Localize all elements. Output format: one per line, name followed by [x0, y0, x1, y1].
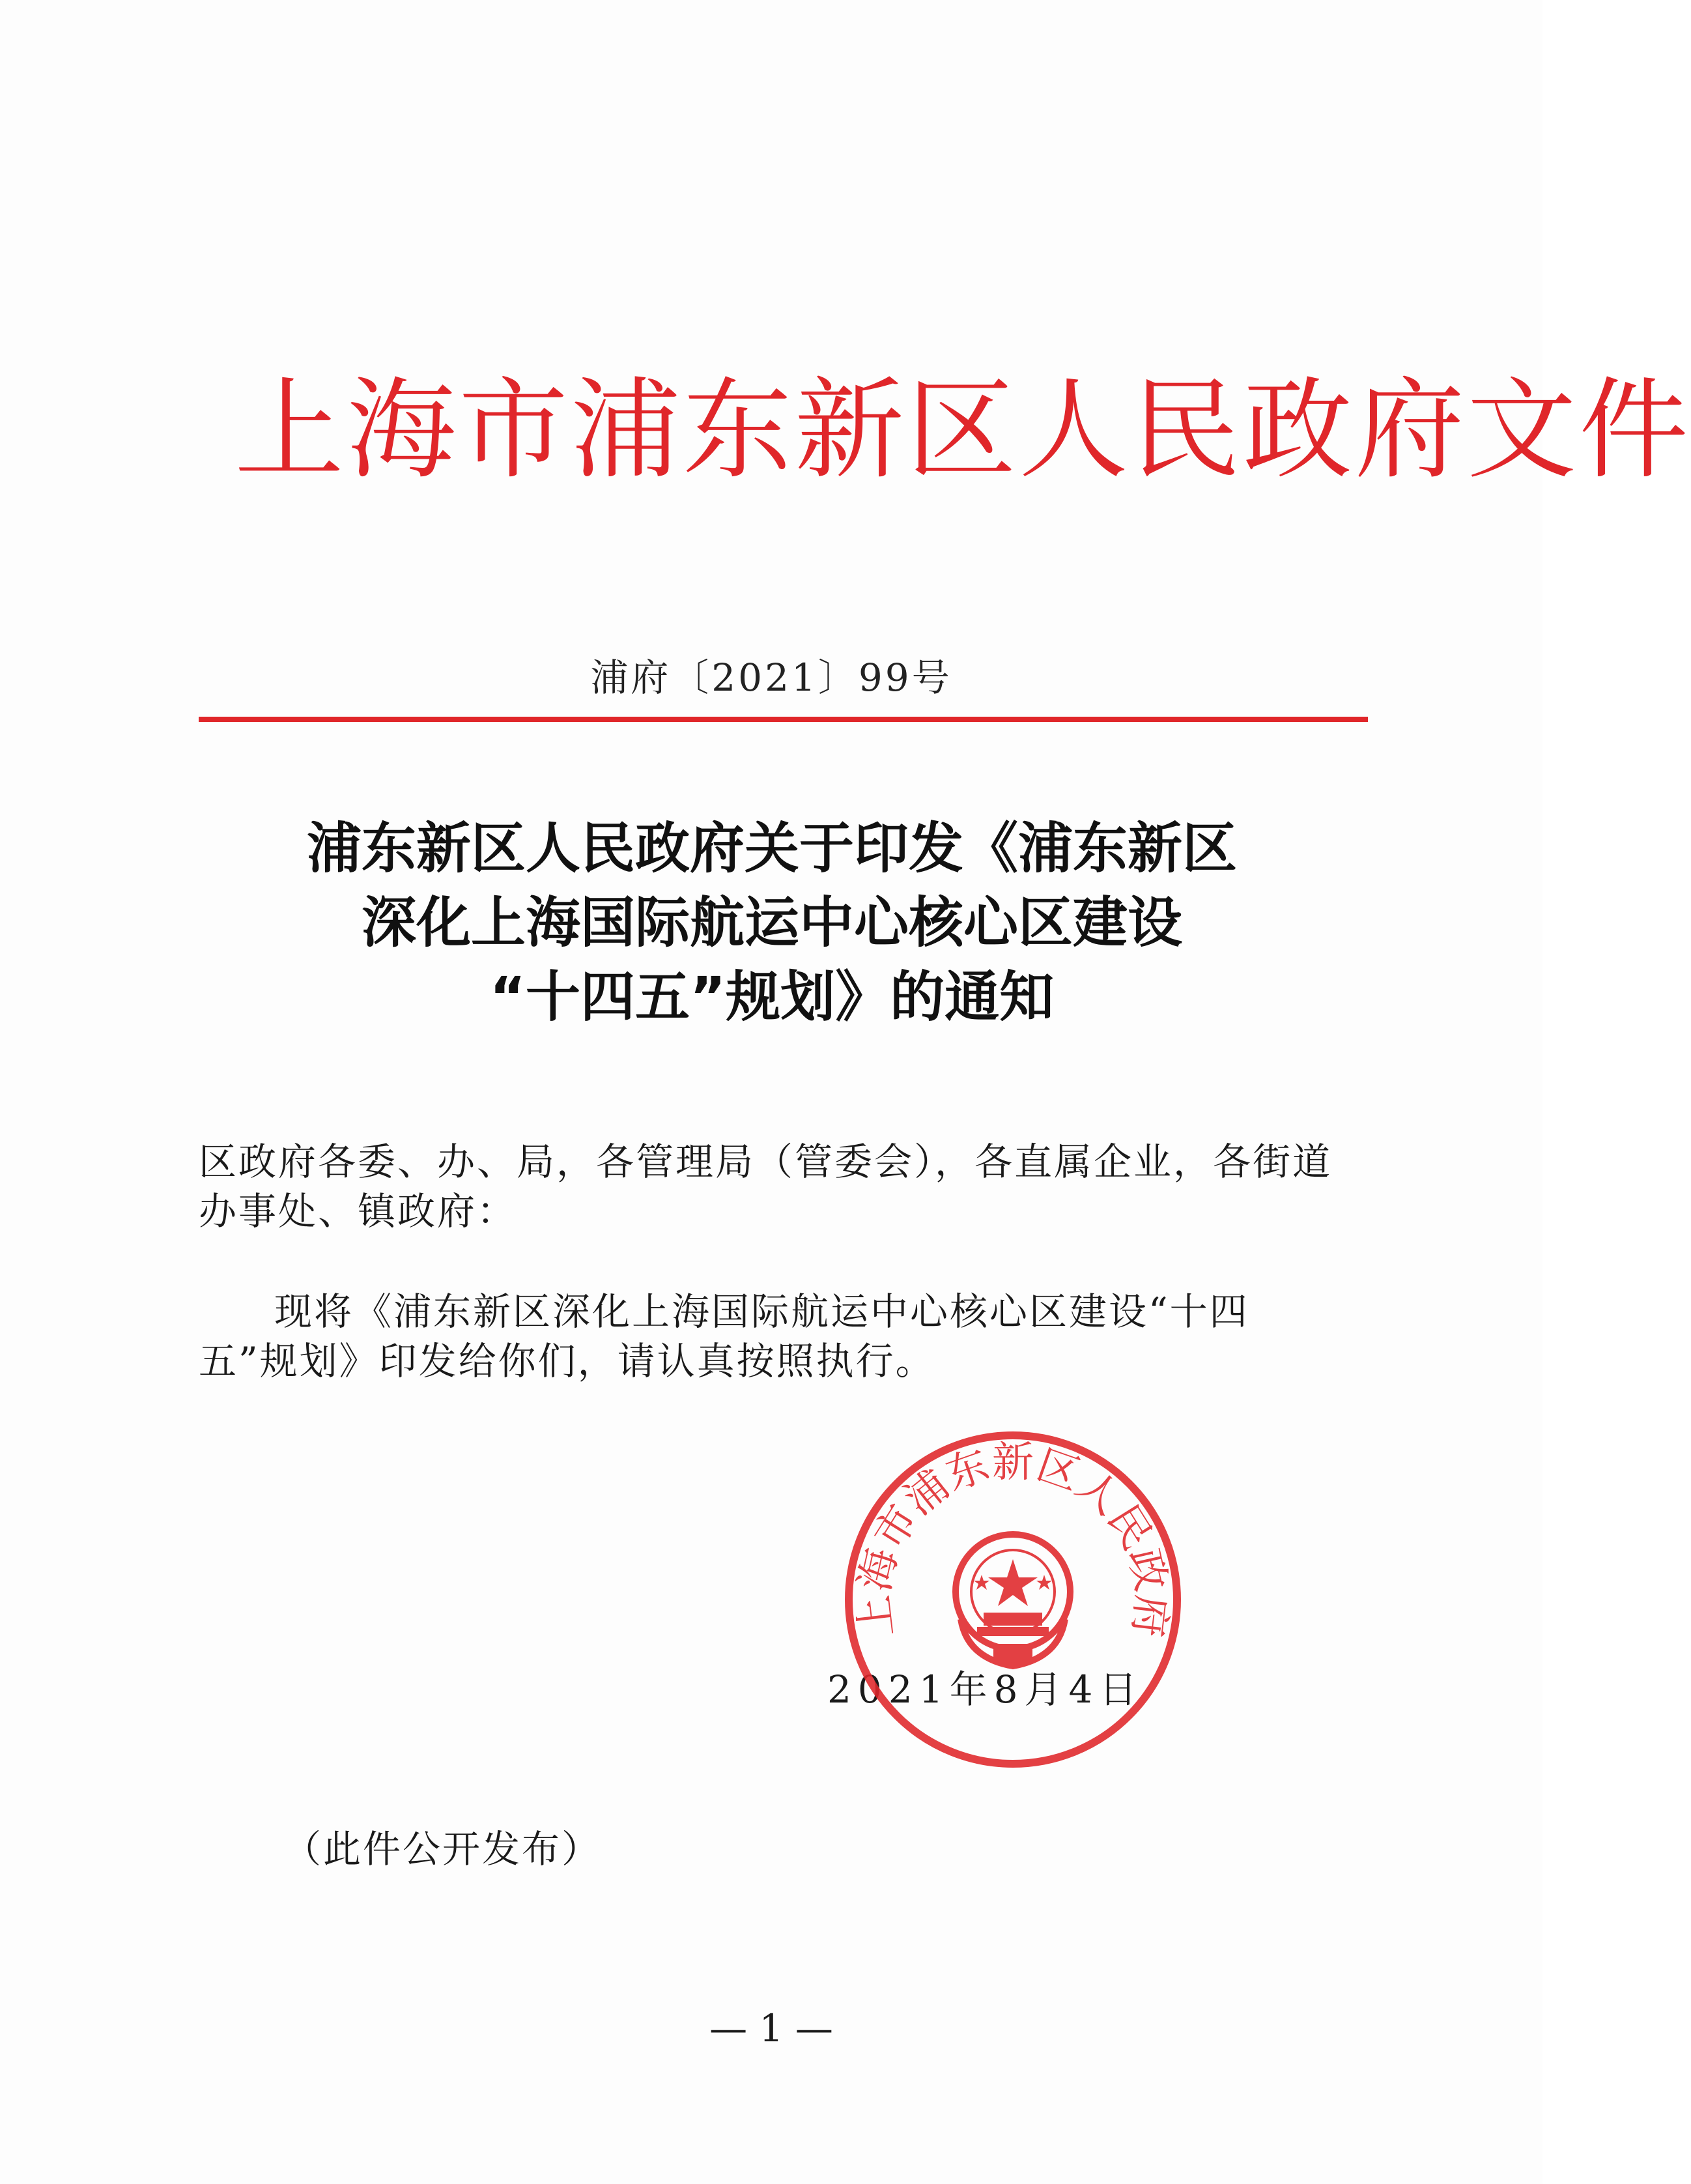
- document-number: 浦府〔2021〕99号: [590, 655, 952, 700]
- page-number: — 1 —: [709, 2006, 833, 2050]
- title-line-3: “十四五”规划》的通知: [489, 965, 1055, 1029]
- seal-text: 上海市浦东新区人民政府: [849, 1439, 1176, 1640]
- publicity-note: （此件公开发布）: [283, 1827, 602, 1871]
- red-separator-rule: [199, 717, 1368, 722]
- title-line-1: 浦东新区人民政府关于印发《浦东新区: [306, 816, 1237, 880]
- official-seal: [837, 1424, 1189, 1775]
- title-line-2: 深化上海国际航运中心核心区建设: [361, 891, 1182, 955]
- body-paragraph: 现将《浦东新区深化上海国际航运中心核心区建设“十四五”规划》印发给你们，请认真按照执行。: [199, 1289, 1249, 1383]
- issue-date: 2021年8月4日: [827, 1667, 1144, 1712]
- issuer-header-title: 上海市浦东新区人民政府文件: [234, 366, 1691, 494]
- national-emblem-icon: [956, 1534, 1070, 1666]
- addressee-text: 区政府各委、办、局，各管理局（管委会），各直属企业，各街道办事处、镇政府：: [199, 1140, 1333, 1233]
- document-title: [195, 811, 1348, 1034]
